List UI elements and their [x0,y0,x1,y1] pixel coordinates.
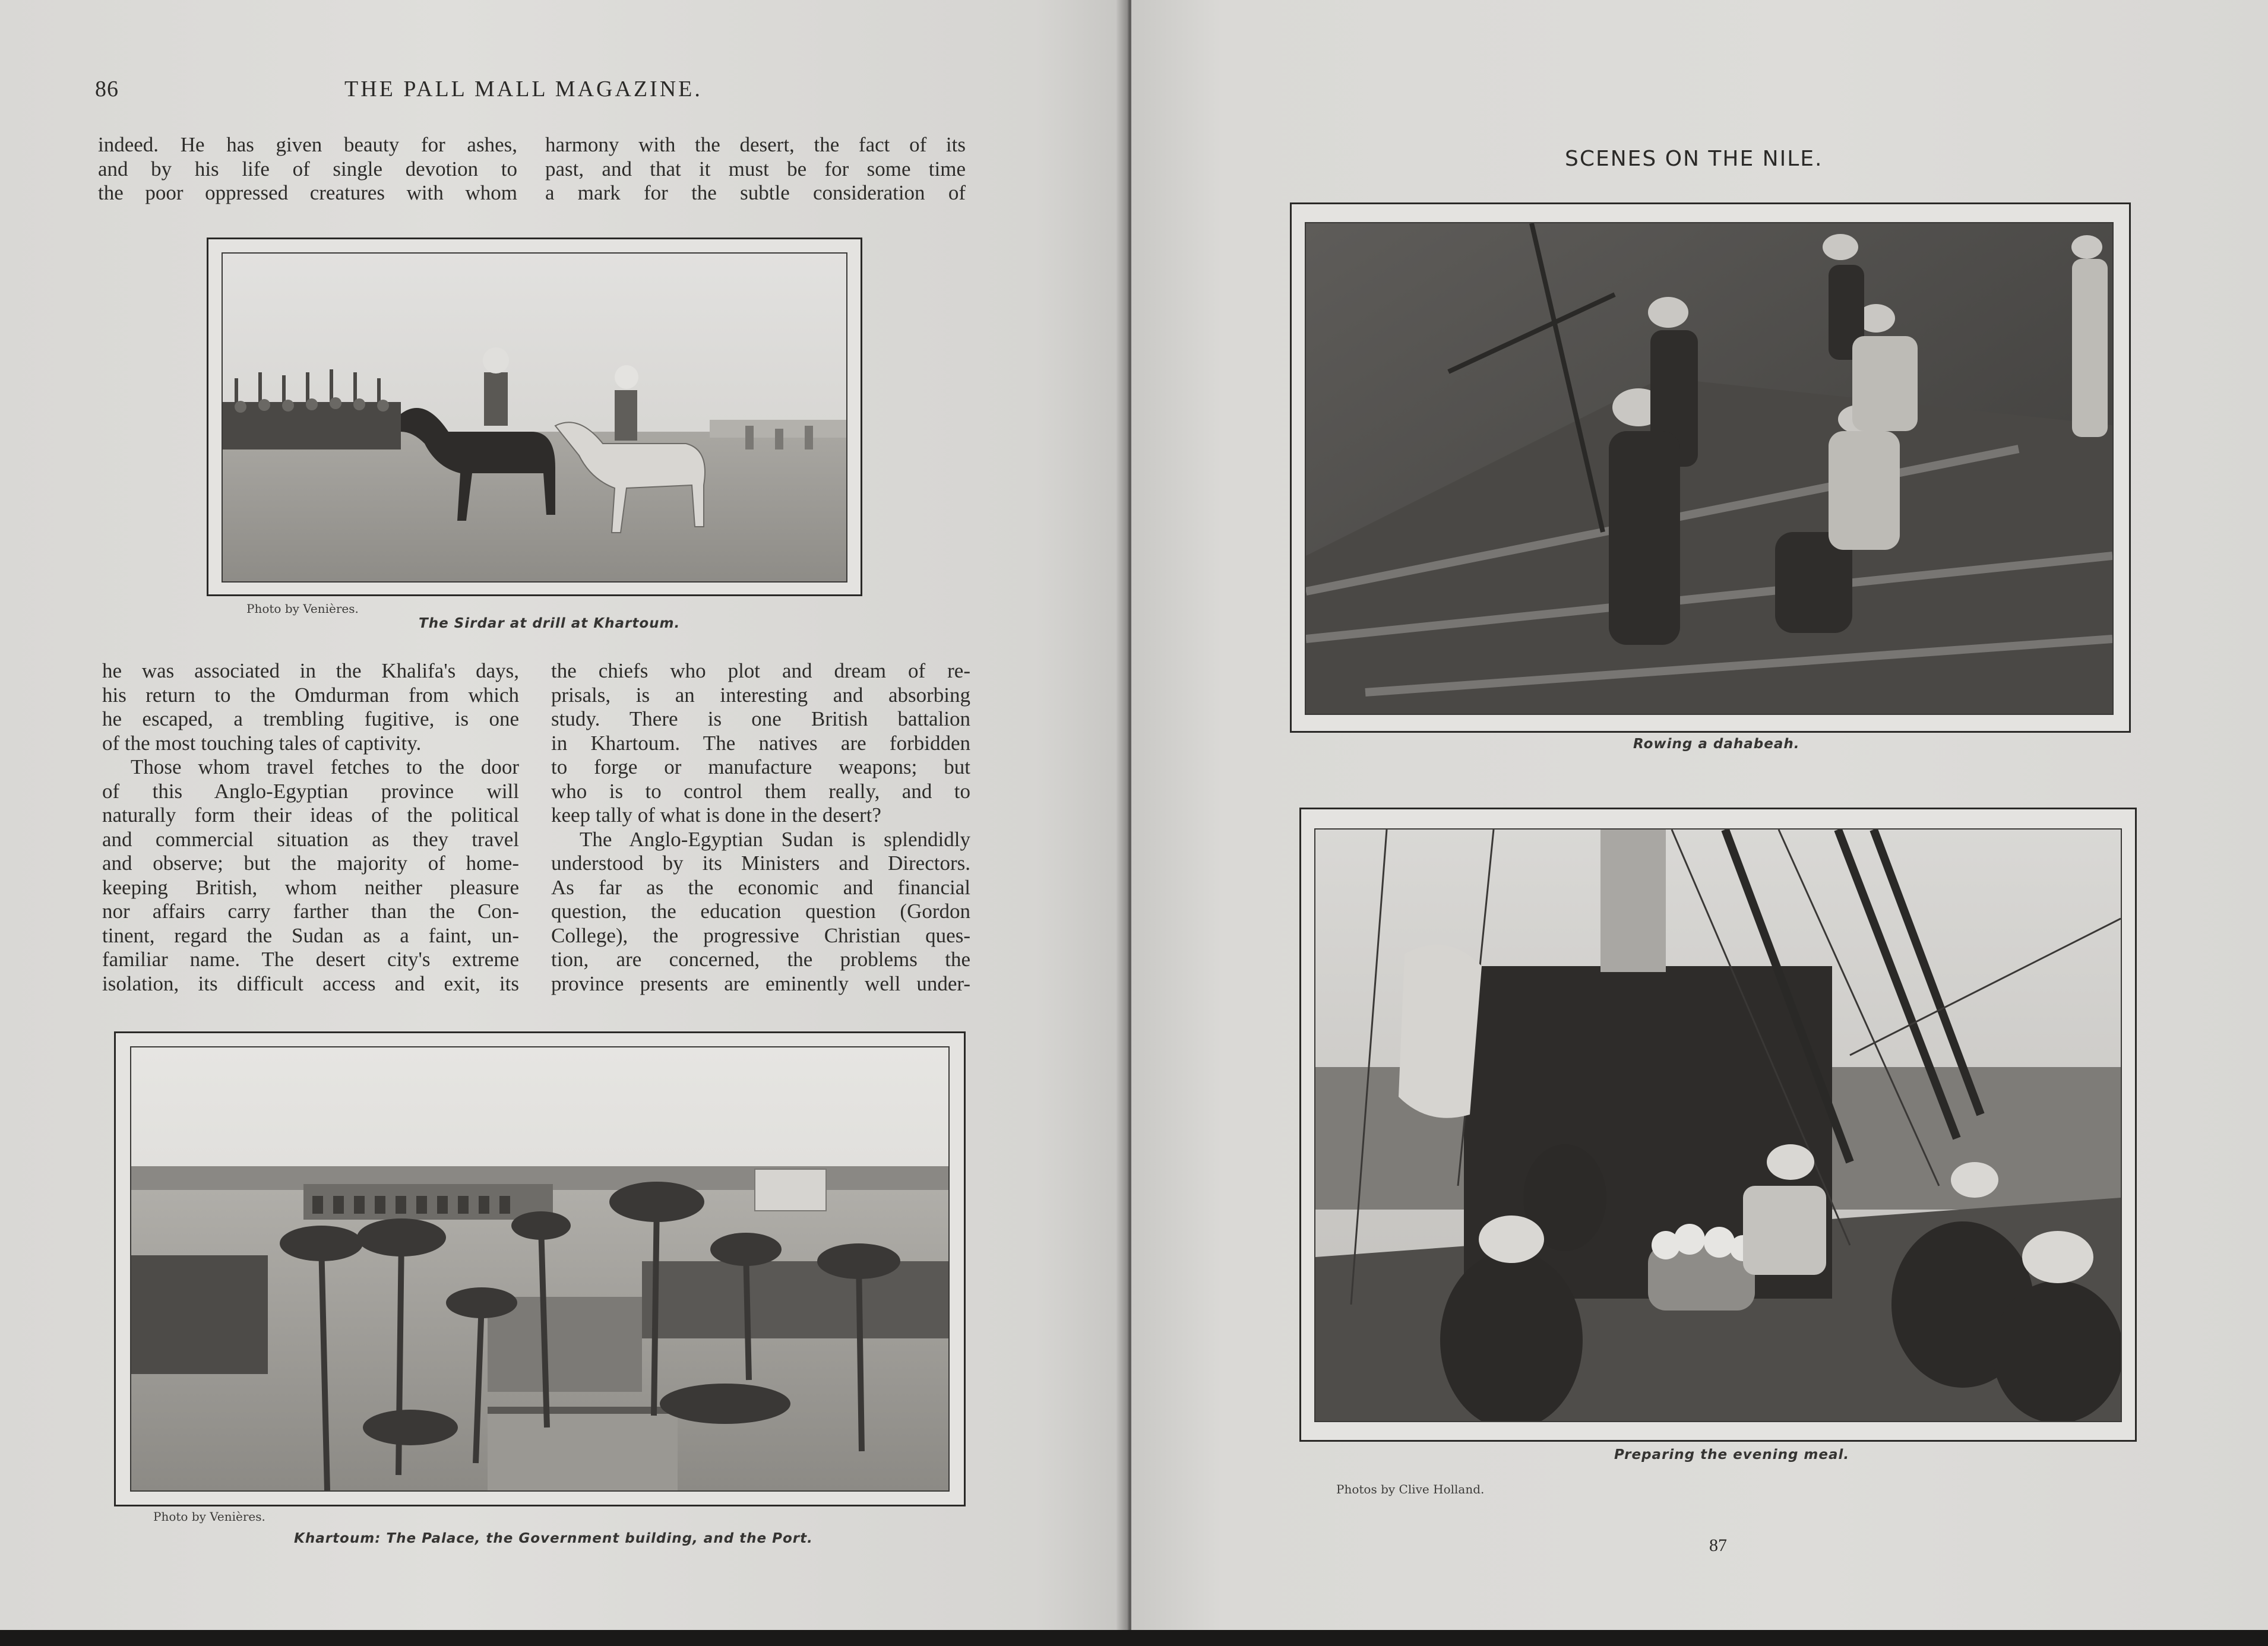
text-line: keeping British, whom neither pleasure [102,875,519,899]
text-line: he escaped, a trembling fugitive, is one [102,707,519,730]
text-line: his return to the Omdurman from which [102,683,519,707]
text-line: harmony with the desert, the fact of its [545,133,966,156]
text-column-middle-right [551,659,970,996]
text-line: familiar name. The desert city's extreme [102,948,519,971]
text-column-middle-left [102,659,519,996]
photo-rowing-dahabeah [1305,222,2114,715]
photo-plate-evening-meal [1299,808,2137,1442]
page-bottom-edge [0,1630,2268,1646]
photo-caption: Rowing a dahabeah. [1633,736,1800,752]
text-column-top-left [98,133,517,205]
text-line: to forge or manufacture weapons; but [551,755,970,778]
text-line: of this Anglo-Egyptian province will [102,779,519,803]
text-line: of the most touching tales of captivity. [102,731,422,755]
photo-evening-meal [1314,828,2122,1422]
text-line: and observe; but the majority of home- [102,852,519,875]
text-line: College), the progressive Christian ques- [551,923,970,947]
text-line: a mark for the subtle consideration of [545,181,966,204]
text-line: province presents are eminently well under- [551,971,970,995]
photo-plate-khartoum [114,1031,966,1506]
photo-plate-sirdar [207,238,862,596]
text-line: the poor oppressed creatures with whom [98,181,517,204]
text-line: nor affairs carry farther than the Con- [102,900,519,923]
photo-image [131,1047,948,1490]
text-line: understood by its Ministers and Directors. [551,852,970,875]
text-line: question, the education question (Gordon [551,900,970,923]
text-line: prisals, is an interesting and absorbing [551,683,970,707]
photo-caption: Khartoum: The Palace, the Government building, and the Port. [294,1531,813,1546]
text-line: indeed. He has given beauty for ashes, [98,133,517,156]
text-line: the chiefs who plot and dream of re- [551,659,970,682]
photo-khartoum-palace [130,1046,950,1492]
text-line: As far as the economic and financial [551,875,970,899]
text-line: study. There is one British battalion [551,707,970,730]
section-title: SCENES ON THE NILE. [1565,147,1823,171]
photo-credit: Photo by Venières. [246,602,359,616]
text-column-top-right [545,133,966,205]
text-line: in Khartoum. The natives are forbidden [551,731,970,755]
photo-caption: Preparing the evening meal. [1614,1447,1850,1463]
photo-sirdar-at-drill [222,252,847,583]
photo-plate-rowing [1290,202,2131,733]
photo-image [1306,223,2112,714]
text-line: Those whom travel fetches to the door [131,755,519,778]
left-page [0,0,1125,1646]
page-number: 86 [95,77,119,102]
text-line: past, and that it must be for some time [545,157,966,181]
text-line: who is to control them really, and to [551,779,970,803]
text-line: naturally form their ideas of the political [102,803,519,827]
photo-image [223,254,846,581]
page-number: 87 [1709,1536,1727,1555]
photo-caption: The Sirdar at drill at Khartoum. [419,616,681,631]
photo-credit: Photo by Venières. [153,1509,265,1524]
text-line: he was associated in the Khalifa's days, [102,659,519,682]
text-line: and commercial situation as they travel [102,827,519,851]
text-line: isolation, its difficult access and exit, its [102,971,519,995]
photo-image [1315,830,2121,1421]
photo-credit: Photos by Clive Holland. [1336,1482,1485,1496]
text-line: The Anglo-Egyptian Sudan is splendidly [580,827,970,851]
text-line: tinent, regard the Sudan as a faint, un- [102,923,519,947]
text-line: and by his life of single devotion to [98,157,517,181]
text-line: tion, are concerned, the problems the [551,948,970,971]
running-head: THE PALL MALL MAGAZINE. [344,77,703,102]
text-line: keep tally of what is done in the desert? [551,803,881,827]
